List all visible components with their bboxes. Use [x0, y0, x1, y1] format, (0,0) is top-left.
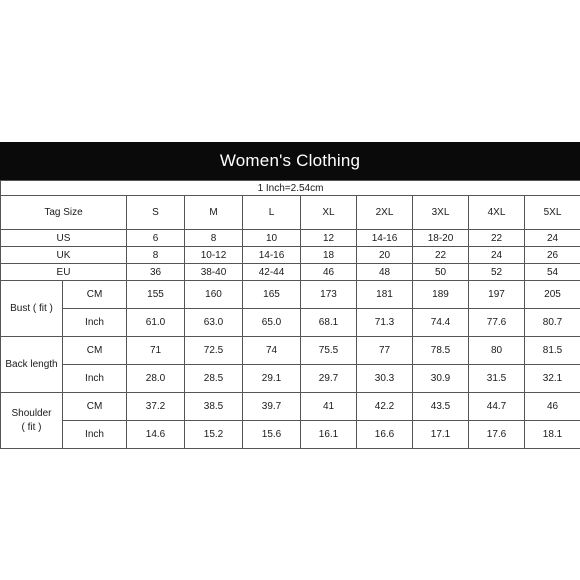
standard-label: EU [1, 264, 127, 281]
measurement-value: 16.6 [357, 421, 413, 449]
measurement-row [1, 365, 580, 393]
measurement-row [1, 393, 580, 421]
unit-label: Inch [63, 309, 127, 337]
measurement-value: 28.0 [127, 365, 185, 393]
standard-row-eu [1, 264, 580, 281]
standard-value: 36 [127, 264, 185, 281]
measurement-value: 15.6 [243, 421, 301, 449]
measurement-label: Bust ( fit ) [1, 281, 63, 337]
standard-value: 50 [413, 264, 469, 281]
measurement-value: 30.9 [413, 365, 469, 393]
measurement-label: Shoulder ( fit ) [1, 393, 63, 449]
measurement-value: 31.5 [469, 365, 525, 393]
measurement-value: 75.5 [301, 337, 357, 365]
measurement-value: 18.1 [525, 421, 580, 449]
measurement-value: 44.7 [469, 393, 525, 421]
measurement-label: Back length [1, 337, 63, 393]
unit-label: CM [63, 281, 127, 309]
standard-value: 6 [127, 230, 185, 247]
measurement-value: 16.1 [301, 421, 357, 449]
standard-value: 14-16 [243, 247, 301, 264]
standard-row-us [1, 230, 580, 247]
standard-value: 46 [301, 264, 357, 281]
measurement-value: 15.2 [185, 421, 243, 449]
measurement-row [1, 337, 580, 365]
standard-value: 10 [243, 230, 301, 247]
measurement-value: 155 [127, 281, 185, 309]
standard-value: 14-16 [357, 230, 413, 247]
measurement-value: 42.2 [357, 393, 413, 421]
standard-value: 12 [301, 230, 357, 247]
standard-value: 22 [413, 247, 469, 264]
standard-label: US [1, 230, 127, 247]
chart-title: Women's Clothing [0, 142, 580, 180]
measurement-value: 165 [243, 281, 301, 309]
measurement-row [1, 281, 580, 309]
tag-size-row [1, 196, 580, 230]
measurement-value: 41 [301, 393, 357, 421]
measurement-value: 205 [525, 281, 580, 309]
measurement-value: 28.5 [185, 365, 243, 393]
standard-value: 10-12 [185, 247, 243, 264]
measurement-value: 38.5 [185, 393, 243, 421]
measurement-value: 160 [185, 281, 243, 309]
measurement-value: 46 [525, 393, 580, 421]
measurement-value: 68.1 [301, 309, 357, 337]
measurement-value: 29.1 [243, 365, 301, 393]
standard-value: 54 [525, 264, 580, 281]
unit-label: CM [63, 337, 127, 365]
measurement-value: 81.5 [525, 337, 580, 365]
size-chart-table [0, 180, 580, 449]
measurement-value: 78.5 [413, 337, 469, 365]
measurement-value: 32.1 [525, 365, 580, 393]
measurement-value: 189 [413, 281, 469, 309]
standard-value: 8 [127, 247, 185, 264]
conversion-note: 1 Inch=2.54cm [1, 181, 580, 196]
measurement-value: 181 [357, 281, 413, 309]
standard-value: 22 [469, 230, 525, 247]
measurement-value: 43.5 [413, 393, 469, 421]
measurement-value: 71.3 [357, 309, 413, 337]
standard-value: 38-40 [185, 264, 243, 281]
size-header-m: M [185, 196, 243, 230]
measurement-value: 17.6 [469, 421, 525, 449]
measurement-value: 29.7 [301, 365, 357, 393]
measurement-value: 37.2 [127, 393, 185, 421]
size-header-2xl: 2XL [357, 196, 413, 230]
size-header-4xl: 4XL [469, 196, 525, 230]
measurement-value: 71 [127, 337, 185, 365]
measurement-value: 63.0 [185, 309, 243, 337]
measurement-value: 14.6 [127, 421, 185, 449]
standard-value: 24 [525, 230, 580, 247]
measurement-value: 80.7 [525, 309, 580, 337]
standard-value: 24 [469, 247, 525, 264]
measurement-value: 74.4 [413, 309, 469, 337]
measurement-value: 74 [243, 337, 301, 365]
measurement-row [1, 421, 580, 449]
standard-value: 52 [469, 264, 525, 281]
measurement-value: 65.0 [243, 309, 301, 337]
measurement-value: 72.5 [185, 337, 243, 365]
standard-label: UK [1, 247, 127, 264]
size-header-5xl: 5XL [525, 196, 580, 230]
measurement-value: 77.6 [469, 309, 525, 337]
measurement-value: 80 [469, 337, 525, 365]
measurement-value: 39.7 [243, 393, 301, 421]
measurement-value: 197 [469, 281, 525, 309]
standard-value: 26 [525, 247, 580, 264]
measurement-value: 17.1 [413, 421, 469, 449]
standard-row-uk [1, 247, 580, 264]
standard-value: 18-20 [413, 230, 469, 247]
standard-value: 48 [357, 264, 413, 281]
measurement-value: 30.3 [357, 365, 413, 393]
size-header-l: L [243, 196, 301, 230]
standard-value: 18 [301, 247, 357, 264]
unit-label: Inch [63, 365, 127, 393]
measurement-value: 77 [357, 337, 413, 365]
standard-value: 8 [185, 230, 243, 247]
conversion-note-row [1, 181, 580, 196]
size-header-3xl: 3XL [413, 196, 469, 230]
unit-label: Inch [63, 421, 127, 449]
measurement-value: 61.0 [127, 309, 185, 337]
tag-size-label: Tag Size [1, 196, 127, 230]
measurement-row [1, 309, 580, 337]
size-header-xl: XL [301, 196, 357, 230]
unit-label: CM [63, 393, 127, 421]
measurement-value: 173 [301, 281, 357, 309]
standard-value: 42-44 [243, 264, 301, 281]
size-header-s: S [127, 196, 185, 230]
standard-value: 20 [357, 247, 413, 264]
